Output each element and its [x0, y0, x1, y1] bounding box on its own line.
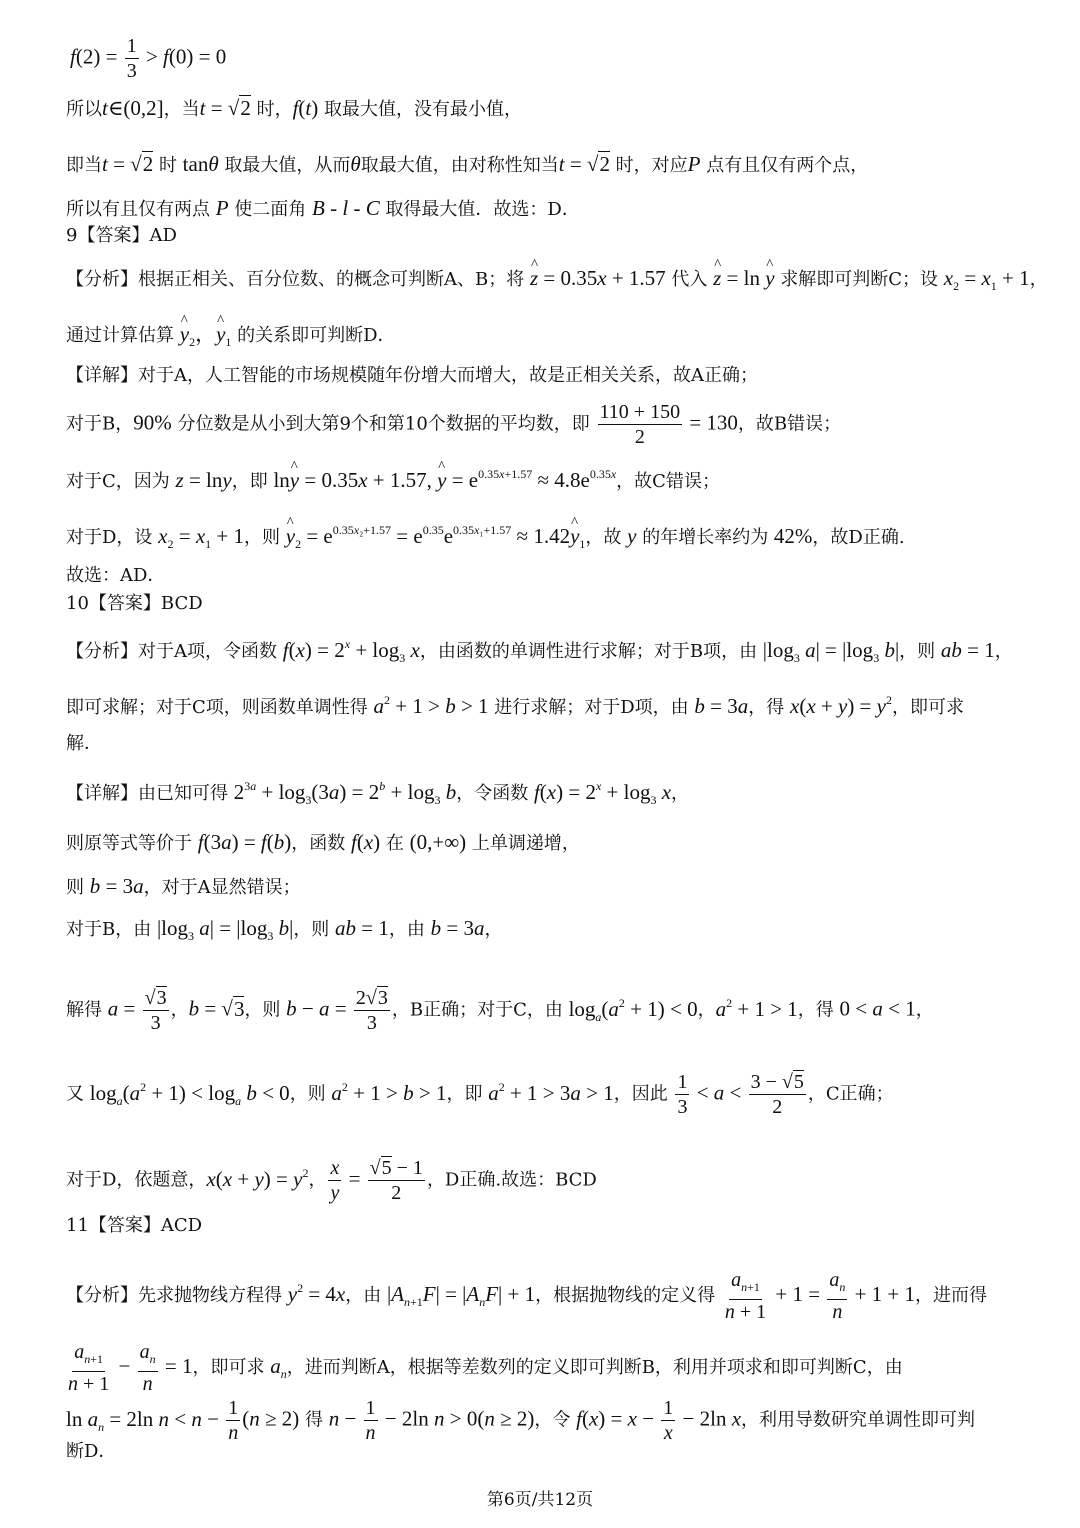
text-line: 对于D，依题意，$x(x + y) = y^2$， $\frac{x}{y}$ = $\frac{√5 - 1}{2}$ ，D正确.故选：BCD: [66, 1157, 597, 1204]
page-number: 第6页/共12页: [486, 1490, 594, 1510]
text-line: 断D．: [66, 1441, 117, 1462]
text-line: 对于C，因为 z = lny，即 ln^ y = 0.35x + 1.57, ^ $y = e^{0.35x+1.57} \approx 4.8e^{0.35x}$，故C错误；: [66, 462, 720, 494]
answer-heading: 9【答案】AD: [66, 225, 177, 246]
text-line: 所以有且仅有两点 P 使二面角 B - l - C 取得最大值．故选：D．: [66, 196, 580, 220]
text-line: 通过计算估算 ^ $y_2$，^ $y_1$ 的关系即可判断D．: [66, 322, 396, 354]
text-line: 【详解】对于A，人工智能的市场规模随年份增大而增大，故是正相关关系，故A正确；: [66, 365, 758, 386]
text-line: 解．: [66, 733, 102, 754]
text-line: 【详解】由已知可得 $2^{3a} + \log_3(3a) = 2^b + \log_3 b$，令函数 $f(x) = 2^x + \log_3 x$，: [66, 779, 690, 807]
text-line: $\ln a_n = 2\ln$ n < n − $\frac{1}{n}$ (n ≥ 2) 得 n − $\frac{1}{n}$ − 2ln n > 0(n ≥ 2)，令 f(x) = x − $\frac{1}{x}$ − 2ln x，利用导数研究单调性即可判: [66, 1397, 976, 1444]
text-line: 则原等式等价于 f(3a) = f(b)，函数 f(x) 在 (0,+∞) 上单调递增，: [66, 830, 580, 854]
text-line: $\frac{a_{n+1}}{n + 1}$ − $\frac{a_n}{n}$ = 1，即可求 $a_n$，进而判断A，根据等差数列的定义即可判断B，利用并项求和即可判断C，由: [68, 1341, 903, 1395]
text-line: 则 b = 3a，对于A显然错误；: [66, 874, 301, 898]
text-line: 对于B，由 $|\log_3$ $a| = |\log_3$ b|，则 ab = 1，由 b = 3a，: [66, 916, 503, 943]
text-line: 即可求解；对于C项，则函数单调性得 $a^2 + 1 > b > 1$ 进行求解；对于D项，由 b = 3a，得 $x(x + y) = y^2$，即可求: [66, 693, 964, 718]
text-line: 即当t = √2 时 tanθ 取最大值，从而θ取最大值，由对称性知当t = √2 时，对应P 点有且仅有两个点，: [66, 152, 869, 176]
answer-heading: 10【答案】BCD: [66, 593, 203, 614]
text-line: 对于B，90% 分位数是从小到大第9个和第10个数据的平均数，即 $\frac{110 + 150}{2}$ = 130，故B错误；: [66, 401, 842, 448]
answer-heading: 11【答案】ACD: [66, 1215, 203, 1236]
text-line: 故选：AD．: [66, 565, 166, 586]
text-line: 【分析】先求抛物线方程得 $y^2 = 4x$，由 $|A_{n+1}F| = |A_nF| + 1$，根据抛物线的定义得 $\frac{a_{n+1}}{n + 1}$ + 1 = $\frac{a_n}{n}$ + 1 + 1，进而得: [66, 1269, 987, 1323]
text-line: 【分析】对于A项，令函数 $f(x) = 2^x + \log_3 x$，由函数的单调性进行求解；对于B项，由 $|\log_3$ $a| = |\log_3$ b|，则 ab = 1，: [66, 637, 1013, 665]
text-line: f(2) = $\frac{1}{3}$ > f(0) = 0: [70, 35, 227, 82]
text-line: 又 $\log_a(a^2 + 1) < \log_a b < 0$，则 $a^2 + 1 > b > 1$，即 $a^2 + 1 > 3a > 1$，因此 $\frac{1}{3}$ < a < $\frac{3 - √5}{2}$ ，C正确；: [66, 1071, 894, 1118]
text-line: 解得 a = $\frac{√3}{3}$ ，b = √3，则 b − a = $\frac{2√3}{3}$ ，B正确；对于C，由 $\log_a(a^2 + 1) < 0$，$a^2 + 1 > 1$，得 0 < a < 1，: [66, 987, 934, 1034]
text-line: 所以t∈(0,2]，当t = √2 时，f(t) 取最大值，没有最小值，: [66, 96, 522, 120]
text-line: 对于D，设 $x_2 = x_1 + 1$，则 ^ $y_2 = e^{0.35x_2+1.57} = e^{0.35}e^{0.35x_1+1.57}$ ≈ 1.42^ $y_1$，故 y 的年增长率约为 42%，故D正确.: [66, 518, 905, 556]
text-line: 【分析】根据正相关、百分位数、的概念可判断A、B；将 ^ z = 0.35x + 1.57 代入 ^ z = ln ^ y 求解即可判断C；设 $x_2 = x_1 + 1$，: [66, 266, 1048, 298]
